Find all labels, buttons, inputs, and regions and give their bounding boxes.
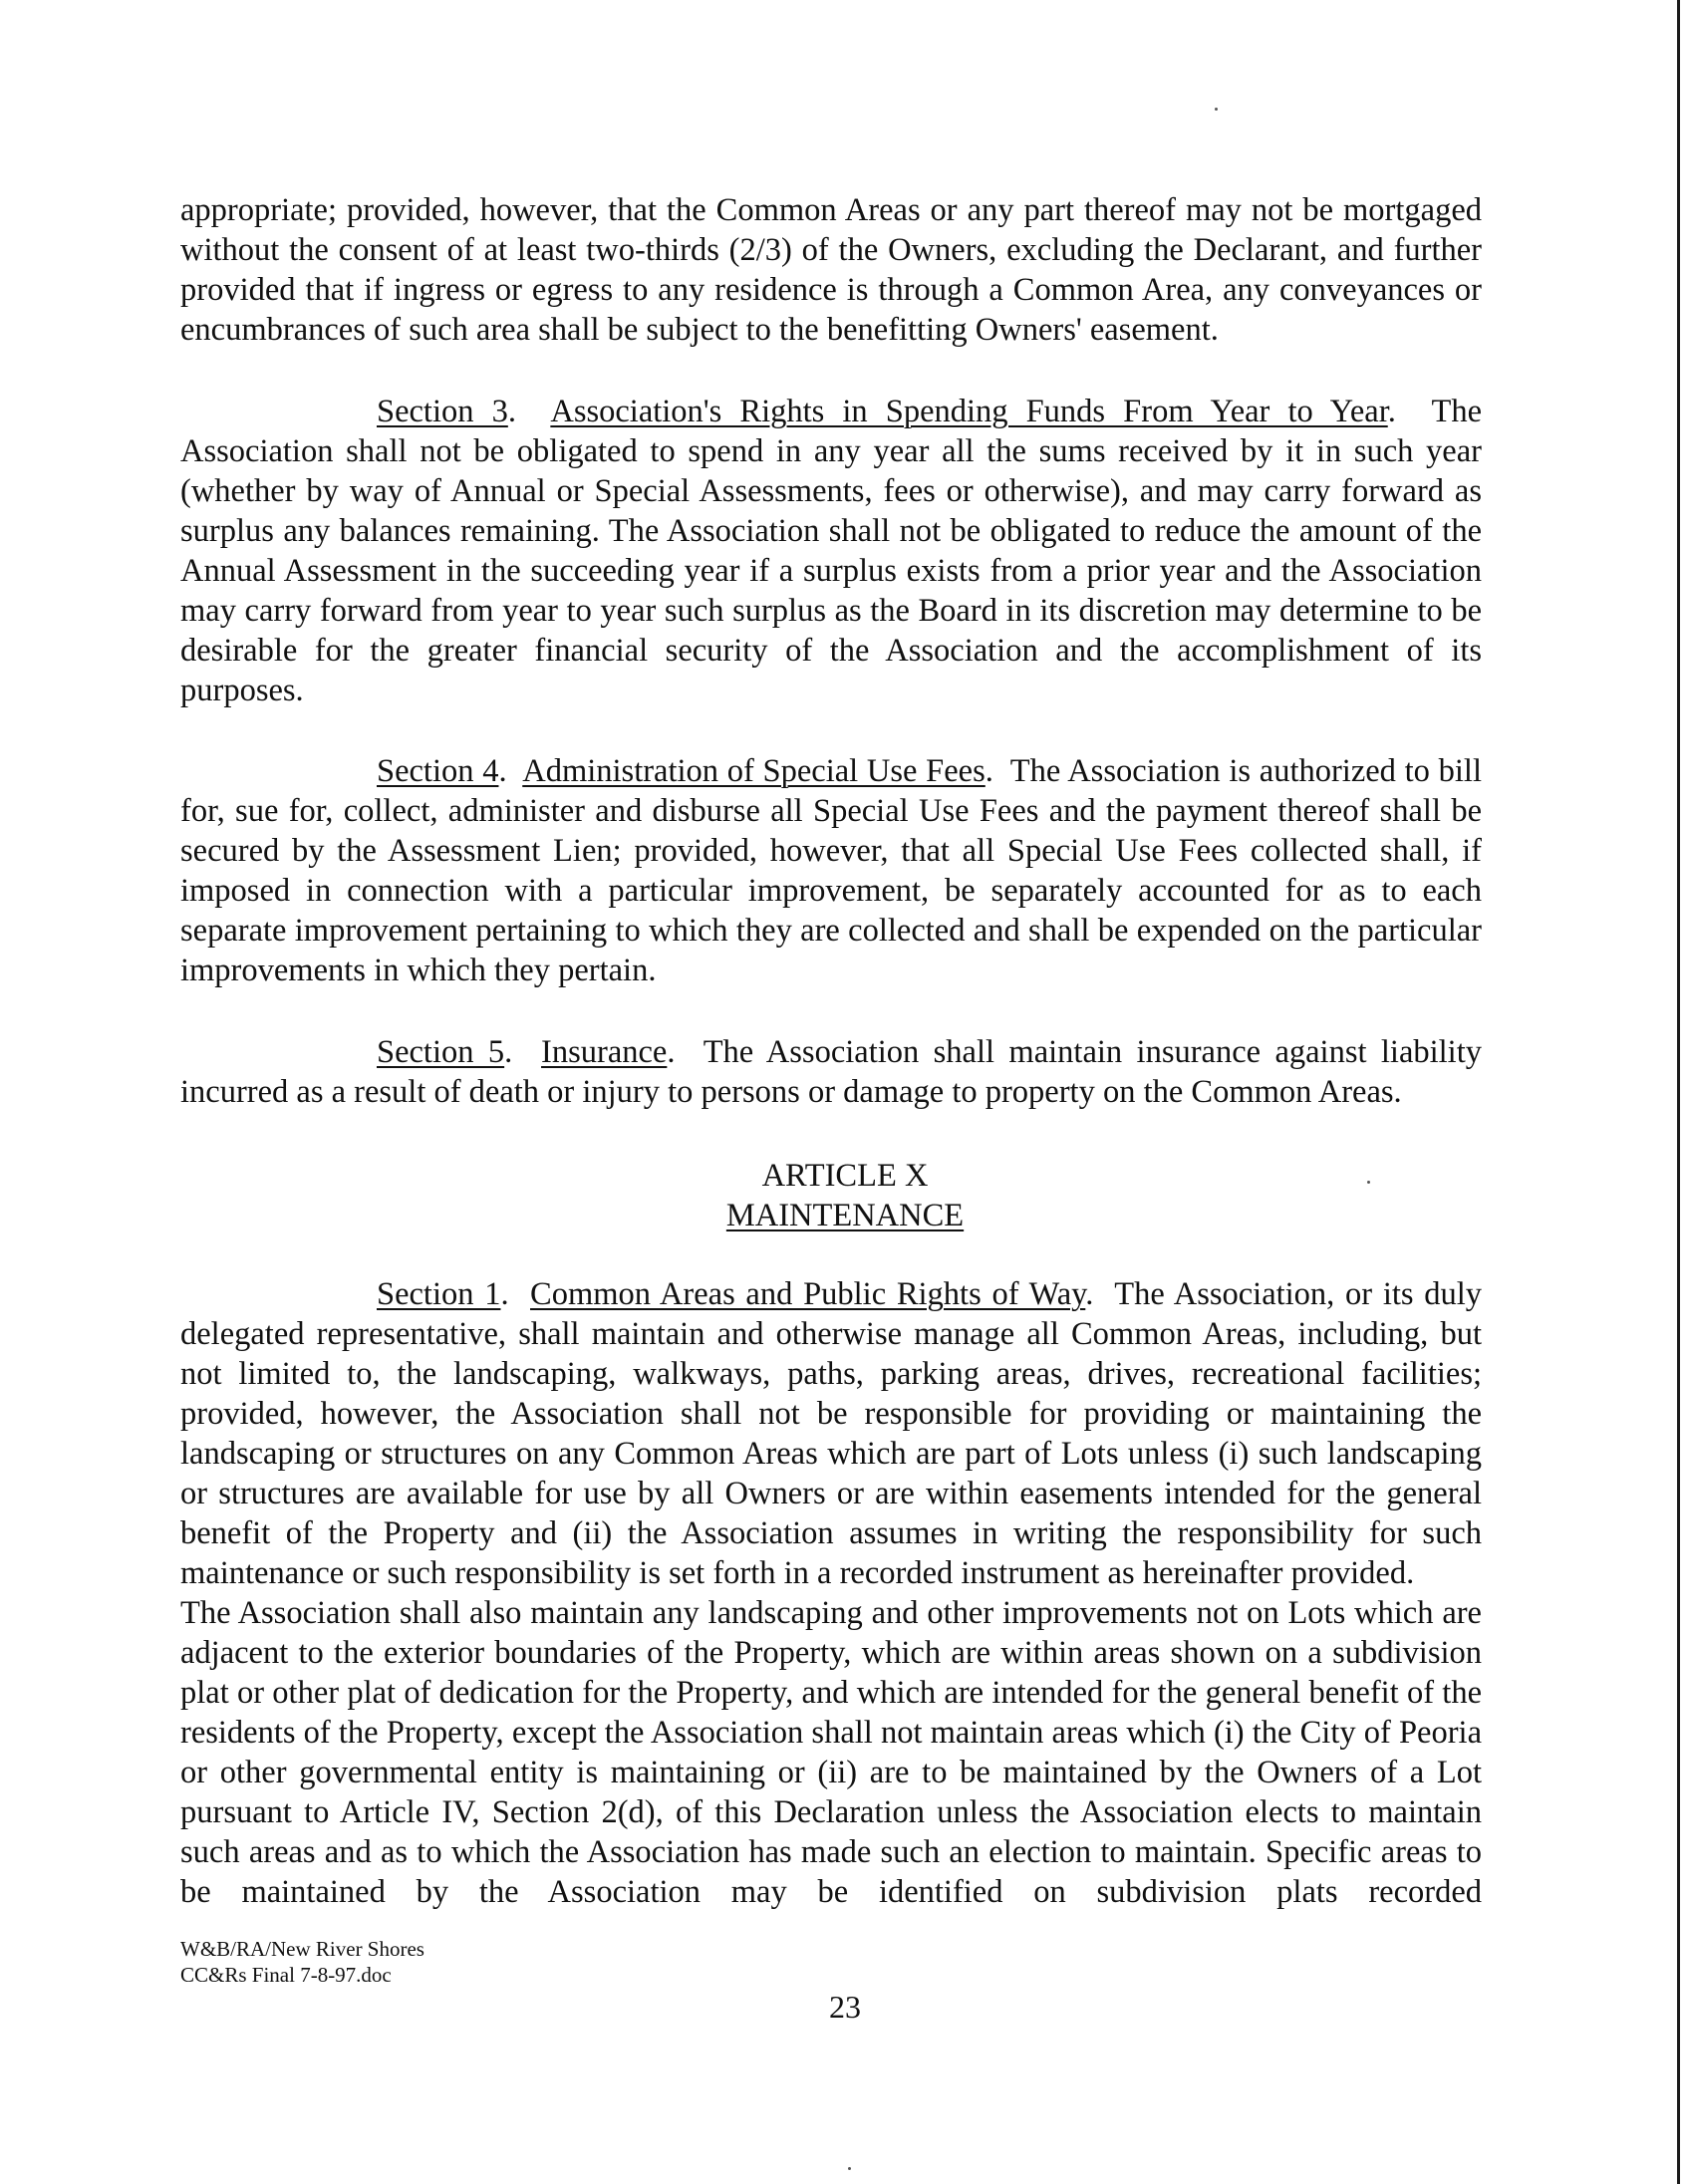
article-number: ARTICLE X: [761, 1158, 929, 1194]
footer-file-reference-line-1: W&B/RA/New River Shores: [180, 1937, 424, 1961]
article-section-1-paragraph: Section 1. Common Areas and Public Rights of Way. The Association, or its duly delegated representative, shall maintain and otherwise manage all Common Areas, including, but not limited to, the landscaping, walkways, paths, parking areas, drives, recreational facilities; provided, however, the Association shall not be responsible for providing or maintaining the landscaping or structures on any Common Areas which are part of Lots unless (i) such landscaping or structures are available for use by all Owners or are within easements intended for the general benefit of the Property and (ii) the Association assumes in writing the responsibility for such maintenance or such responsibility is set forth in a recorded instrument as hereinafter provided.: [180, 1276, 1483, 1591]
section-3-number: Section 3: [377, 394, 508, 429]
section-4-title: Administration of Special Use Fees: [522, 753, 986, 789]
article-section-1-number: Section 1: [377, 1276, 501, 1312]
paragraph-continuation: appropriate; provided, however, that the Common Areas or any part thereof may not be mortgaged without the consent of at least two-thirds (2/3) of the Owners, excluding the Declarant, and further provided that if ingress or egress to any residence is through a Common Area, any conveyances or encumbrances of such area shall be subject to the benefitting Owners' easement.: [180, 192, 1482, 348]
section-4-number: Section 4: [377, 753, 499, 789]
section-5-number: Section 5: [377, 1034, 505, 1070]
section-3-text: The Association shall not be obligated to spend in any year all the sums received by it in such year (whether by way of Annual or Special Assessments, fees or otherwise), and may carry forward as surplus any balances remaining. The Association shall not be obligated to reduce the amount of the Annual Assessment in the succeeding year if a surplus exists from a prior year and the Association may carry forward from year to year such surplus as the Board in its discretion may determine to be desirable for the greater financial security of the Association and the accomplishment of its purposes.: [180, 394, 1482, 708]
page-number: 23: [829, 1989, 861, 2025]
article-section-1-text: The Association, or its duly delegated representative, shall maintain and otherwise manage all Common Areas, including, but not limited to, the landscaping, walkways, paths, parking areas, drives, recreational facilities; provided, however, the Association shall not be responsible for providing or maintaining the landscaping or structures on any Common Areas which are part of Lots unless (i) such landscaping or structures are available for use by all Owners or are within easements intended for the general benefit of the Property and (ii) the Association assumes in writing the responsibility for such maintenance or such responsibility is set forth in a recorded instrument as hereinafter provided.: [180, 1276, 1483, 1591]
article-section-1-title: Common Areas and Public Rights of Way: [530, 1276, 1086, 1312]
section-3-paragraph: Section 3. Association's Rights in Spending Funds From Year to Year. The Association shall not be obligated to spend in any year all the sums received by it in such year (whether by way of Annual or Special Assessments, fees or otherwise), and may carry forward as surplus any balances remaining. The Association shall not be obligated to reduce the amount of the Annual Assessment in the succeeding year if a surplus exists from a prior year and the Association may carry forward from year to year such surplus as the Board in its discretion may determine to be desirable for the greater financial security of the Association and the accomplishment of its purposes.: [180, 394, 1482, 708]
section-5-paragraph: Section 5. Insurance. The Association shall maintain insurance against liability incurred as a result of death or injury to persons or damage to property on the Common Areas.: [180, 1034, 1482, 1110]
scan-speck: [1215, 108, 1218, 111]
section-5-text: The Association shall maintain insurance against liability incurred as a result of death or injury to persons or damage to property on the Common Areas.: [180, 1034, 1482, 1110]
section-4-text: The Association is authorized to bill for, sue for, collect, administer and disburse all Special Use Fees and the payment thereof shall be secured by the Assessment Lien; provided, however, that all Special Use Fees collected shall, if imposed in connection with a particular improvement, be separately accounted for as to each separate improvement pertaining to which they are collected and shall be expended on the particular improvements in which they pertain.: [180, 753, 1482, 988]
scan-speck: [848, 2167, 851, 2170]
section-3-title: Association's Rights in Spending Funds From Year to Year: [550, 394, 1388, 429]
section-5-title: Insurance: [541, 1034, 668, 1070]
section-4-paragraph: Section 4. Administration of Special Use Fees. The Association is authorized to bill for, sue for, collect, administer and disburse all Special Use Fees and the payment thereof shall be secured by the Assessment Lien; provided, however, that all Special Use Fees collected shall, if imposed in connection with a particular improvement, be separately accounted for as to each separate improvement pertaining to which they are collected and shall be expended on the particular improvements in which they pertain.: [180, 753, 1482, 988]
article-title: MAINTENANCE: [725, 1198, 965, 1233]
scan-edge-line: [1677, 0, 1680, 2184]
article-section-1-continuation: The Association shall also maintain any landscaping and other improvements not on Lots which are adjacent to the exterior boundaries of the Property, which are within areas shown on a subdivision plat or other plat of dedication for the Property, and which are intended for the general benefit of the residents of the Property, except the Association shall not maintain areas which (i) the City of Peoria or other governmental entity is maintaining or (ii) are to be maintained by the Owners of a Lot pursuant to Article IV, Section 2(d), of this Declaration unless the Association elects to maintain such areas and as to which the Association has made such an election to maintain. Specific areas to be maintained by the Association may be identified on subdivision plats recorded: [180, 1595, 1482, 1910]
footer-file-reference-line-2: CC&Rs Final 7-8-97.doc: [180, 1963, 392, 1987]
